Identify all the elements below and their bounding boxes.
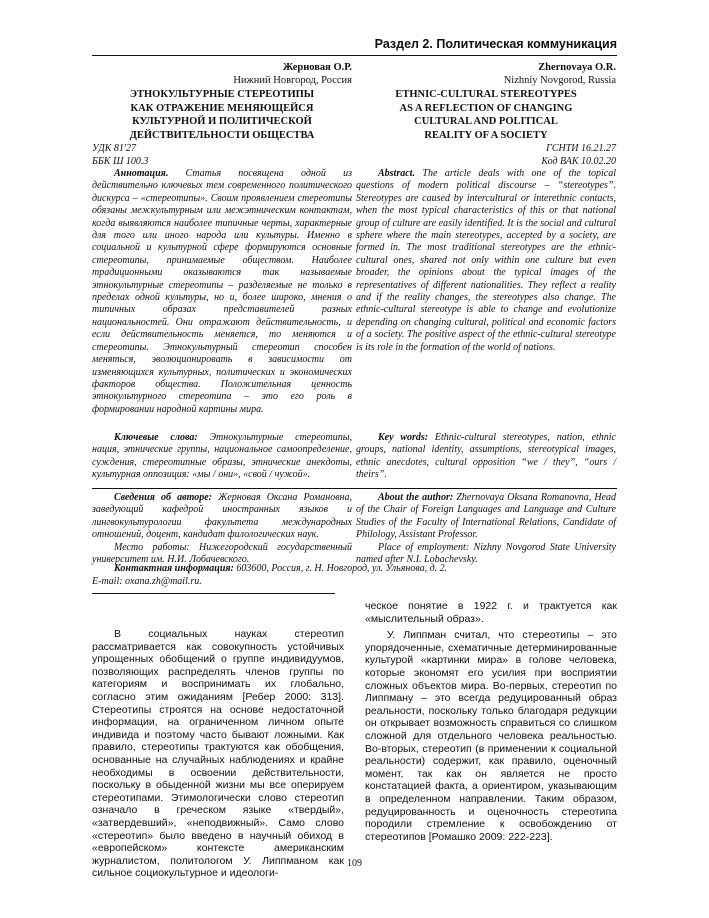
title-ru: ЭТНОКУЛЬТУРНЫЕ СТЕРЕОТИПЫ КАК ОТРАЖЕНИЕ МЕНЯЮЩЕЙСЯ КУЛЬТУРНОЙ И ПОЛИТИЧЕСКОЙ ДЕЙСТВИТЕЛЬНОСТИ ОБЩЕСТВА: [129, 89, 315, 141]
keywords-ru: [92, 432, 352, 482]
udk-code: УДК 81'27: [92, 143, 136, 154]
body-paragraph-continued: ческое понятие в 1922 г. и трактуется как «мыслительный образ».: [365, 600, 617, 625]
work-en: Place of employment: Nizhny Novgorod State University named after N.I. Lobachevsky.: [356, 541, 616, 566]
keywords-ru-text: Этнокультурные стереотипы, нация, этнические группы, национальное самоопределение, суждения, стереотипные образы, этнические анекдоты, культурная оппозиция: «мы / они», «свой / чужой».: [92, 432, 352, 481]
author-ru: Жерновая О.Р.: [282, 62, 352, 73]
contact-text: 603600, Россия, г. Н. Новгород, ул. Ульянова, д. 2.: [236, 563, 448, 574]
keywords-en-label: Key words:: [378, 432, 429, 443]
header-rule: [92, 55, 617, 56]
about-ru-label: Сведения об авторе:: [114, 492, 212, 503]
codes-en: [356, 142, 616, 168]
contact-label: Контактная информация:: [114, 563, 234, 574]
bbk-code: ББК Ш 100.3: [92, 156, 149, 167]
about-ru: [92, 492, 352, 566]
contact-info: [92, 562, 617, 588]
page-number: 109: [347, 858, 362, 869]
gsnti-code: ГСНТИ 16.21.27: [546, 143, 616, 154]
abstract-en: [356, 168, 616, 354]
about-ru-text: Жерновая Оксана Романовна, заведующий кафедрой иностранных языков и лингвокультурологии факультета международных отношений, доцент, кандидат филологических наук.: [92, 492, 352, 541]
city-en: Nizhniy Novgorod, Russia: [503, 75, 616, 86]
work-ru: Место работы: Нижегородский государственный университет им. Н.И. Лобачевского.: [92, 541, 352, 566]
keywords-en-text: Ethnic-cultural stereotypes, nation, ethnic groups, national identity, assumptions, stereotypical images, ethnic anecdotes, cultural opposition “we / they”, “ours / theirs”.: [356, 432, 616, 481]
abstract-en-label: Abstract.: [378, 168, 415, 179]
body-left-column: [92, 628, 344, 880]
about-en: [356, 492, 616, 566]
keywords-en: [356, 432, 616, 482]
city-ru: Нижний Новгород, Россия: [233, 75, 352, 86]
body-rule: [92, 593, 335, 594]
abstract-en-text: The article deals with one of the topical questions of modern political discourse – “stereotypes”. Stereotypes are caused by intercultural or interethnic contacts, when the most typical characteristics of this or that national group of culture are easily identified. It is the social and cultural sphere where the main stereotypes, accepted by a society, are formed in. The most traditional stereotypes are the ethnic-cultural ones, shared not only within one culture but even broader, the opinions about the typical images of the representatives of different nationalities. They reflect a reality and if the reality changes, the stereotypes also change. The ethnic-cultural stereotype is able to change and evolutionize depending on changing cultural, political and economic factors of a society. The positive aspect of the ethnic-cultural stereotype is its role in the formation of the world of nations.: [356, 168, 617, 353]
section-header: Раздел 2. Политическая коммуникация: [374, 37, 617, 51]
abstract-ru-label: Аннотация.: [114, 168, 169, 179]
about-rule: [92, 488, 617, 489]
title-en: ETHNIC-CULTURAL STEREOTYPES AS A REFLECTION OF CHANGING CULTURAL AND POLITICAL REALITY OF A SOCIETY: [395, 89, 577, 141]
about-en-text: Zhernovaya Oksana Romanovna, Head of the Chair of Foreign Languages and Language and Culture Studies of the Faculty of International Relations, Candidate of Philology, Assistant Professor.: [356, 492, 616, 541]
author-en: Zhernovaya O.R.: [538, 62, 616, 73]
body-paragraph: У. Липпман считал, что стереотипы – это упорядоченные, схематичные детерминированные культурой «картинки мира» в голове человека, которые экономят его усилия при восприятии сложных объектов мира. Во-первых, стереотип по Липпману – это всегда редуцированный образ реальности, поскольку только благодаря редукции он открывает возможность справиться со слишком сложной для отдельного человека реальностью. Во-вторых, стереотип (в применении к социальной реальности) содержит, как правило, оценочный момент, так как он является не просто констатацией факта, а ориентиром, указывающим в определенном направлении. Таким образом, редуцированность и оценочность стереотипа породили стремление к освобождению от стереотипов [Ромашко 2009: 222-223].: [365, 629, 617, 843]
keywords-ru-label: Ключевые слова:: [114, 432, 198, 443]
about-en-label: About the author:: [378, 492, 454, 503]
vak-code: Код ВАК 10.02.20: [541, 156, 616, 167]
codes-ru: [92, 142, 352, 168]
body-right-column: [365, 600, 617, 843]
abstract-ru: [92, 168, 352, 416]
contact-email[interactable]: E-mail: oxana.zh@mail.ru.: [92, 576, 202, 587]
abstract-ru-text: Статья посвящена одной из действительно ключевых тем современного политического дискурса – «стереотипы». Своим проявлением стереотипы обязаны межкультурным или межэтническим контактам, когда выявляются наиболее типичные черты, характерные для того или иного народа или культуры. Именно в социальной и культурной сфере формируются основные стереотипы, принимаемые обществом. Наиболее традиционными оказываются так называемые этнокультурные стереотипы – разделяемые не только в пределах одной культуры, но и, более широко, мнения о типичных образах представителей разных национальностей. Они отражают действительность, и если действительность меняется, то меняются и стереотипы. Этнокультурный стереотип способен меняться, эволюционировать в зависимости от изменяющихся культурных, политических и экономических факторов общества. Положительная ценность этнокультурного стереотипа – это его роль в формировании народной картины мира.: [92, 168, 352, 415]
body-paragraph: В социальных науках стереотип рассматривается как совокупность устойчивых упрощенных обобщений о группе индивидуумов, позволяющих распределять членов группы по категориям и воспринимать их глобально, согласно этим ожиданиям [Ребер 2000: 313]. Стереотипы строятся на основе недостаточной информации, на ограниченном личном опыте индивида и поэтому часто бывают ложными. Как правило, стереотипы трактуются как обобщения, основанные на случайных наблюдениях и крайне необходимы в освоении действительности, поскольку в обыденной жизни мы все оперируем стереотипами. Этимологически слово стереотип означало в греческом языке «твердый», «затвердевший», «неподвижный». Само слово «стереотип» было введено в научный обиход в «европейском» контексте американским журналистом, политологом У. Липпманом как сильное социокультурное и идеологи-: [92, 628, 344, 880]
